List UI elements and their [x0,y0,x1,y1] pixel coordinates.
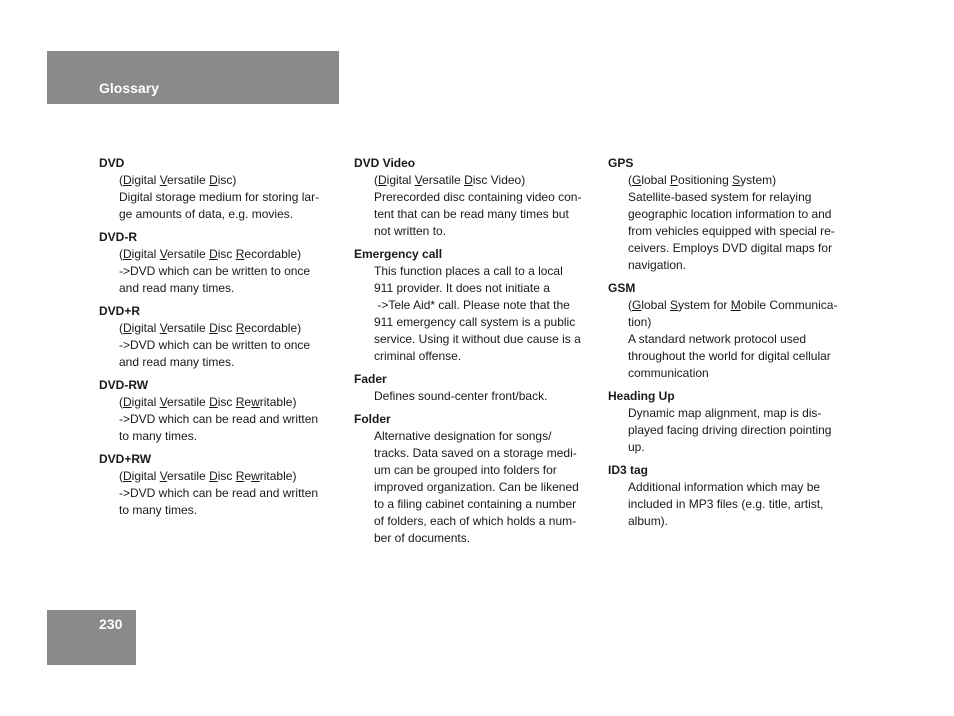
abbreviation-letter: R [235,321,245,335]
glossary-definition-line: Digital storage medium for storing lar- [119,190,320,204]
abbreviation-letter: M [730,298,741,312]
glossary-definition-line: communication [628,366,709,380]
glossary-definition-line: included in MP3 files (e.g. title, artist, [628,497,824,511]
abbreviation-letter: V [159,395,168,409]
abbreviation-text: isc) [217,173,237,187]
glossary-entry [608,388,853,456]
glossary-entry [99,377,339,445]
abbreviation-text: igital [131,469,160,483]
abbreviation-text: ( [119,247,123,261]
abbreviation-text: ecordable) [244,321,302,335]
abbreviation-text: lobal [641,173,671,187]
abbreviation-text: ( [628,298,632,312]
glossary-definition-line: Defines sound-center front/back. [374,389,548,403]
abbreviation-letter: G [632,173,642,187]
abbreviation-letter: P [670,173,679,187]
abbreviation-text: ( [374,173,378,187]
glossary-definition-line: geographic location information to and [628,207,832,221]
glossary-abbreviation [119,172,339,189]
abbreviation-text: obile Communica- [740,298,838,312]
abbreviation-text: ersatile [167,395,210,409]
glossary-definition-line: to many times. [119,503,198,517]
glossary-definition-line: up. [628,440,645,454]
abbreviation-letter: w [251,469,260,483]
glossary-definition-line: 911 provider. It does not initiate a [374,281,550,295]
glossary-term: DVD-R [99,230,137,244]
section-header [47,51,339,104]
abbreviation-letter: D [123,173,132,187]
abbreviation-letter: R [235,469,245,483]
abbreviation-text: igital [131,321,160,335]
glossary-term: DVD-RW [99,378,149,392]
abbreviation-text: isc Video) [472,173,526,187]
abbreviation-letter: D [209,469,218,483]
glossary-definition-line: ge amounts of data, e.g. movies. [119,207,294,221]
glossary-definition-line: improved organization. Can be likened [374,480,579,494]
glossary-definition-line: throughout the world for digital cellular [628,349,831,363]
glossary-abbreviation [119,394,339,411]
glossary-term: GPS [608,156,634,170]
glossary-definition-line: played facing driving direction pointing [628,423,832,437]
abbreviation-letter: V [159,173,168,187]
glossary-definition-line: from vehicles equipped with special re- [628,224,835,238]
glossary-entry [354,246,599,365]
glossary-entry [99,451,339,519]
glossary-abbreviation [628,172,853,189]
glossary-term: DVD [99,156,125,170]
abbreviation-text: ersatile [167,469,210,483]
glossary-entry [354,411,599,547]
abbreviation-text: lobal [641,298,671,312]
glossary-definition-line: ber of documents. [374,531,471,545]
abbreviation-text: ( [628,173,632,187]
abbreviation-letter: D [209,395,218,409]
abbreviation-letter: D [123,247,132,261]
glossary-definition-line: navigation. [628,258,687,272]
glossary-term: DVD+R [99,304,141,318]
glossary-definition-line: ->DVD which can be written to once [119,264,311,278]
glossary-entry [99,303,339,371]
abbreviation-text: e [244,469,252,483]
glossary-entry [608,155,853,274]
glossary-entry [354,155,599,240]
glossary-column-2 [354,155,599,553]
glossary-definition-line: ->DVD which can be read and written [119,486,319,500]
abbreviation-text: ( [119,321,123,335]
abbreviation-letter: V [159,469,168,483]
glossary-definition-line: to a filing cabinet containing a number [374,497,577,511]
glossary-definition-line: Satellite-based system for relaying [628,190,812,204]
page-number-tab [47,610,136,665]
abbreviation-text: isc [217,247,236,261]
glossary-definition-line: of folders, each of which holds a num- [374,514,577,528]
glossary-entry [608,462,853,530]
glossary-definition-line: ->DVD which can be read and written [119,412,319,426]
abbreviation-text: igital [131,247,160,261]
abbreviation-letter: S [732,173,741,187]
abbreviation-text: ritable) [259,395,297,409]
abbreviation-letter: V [159,321,168,335]
glossary-definition-line: ceivers. Employs DVD digital maps for [628,241,833,255]
glossary-definition-line: and read many times. [119,355,235,369]
abbreviation-text: ( [119,173,123,187]
glossary-term: Folder [354,412,391,426]
glossary-definition-line: um can be grouped into folders for [374,463,557,477]
glossary-term: GSM [608,281,636,295]
abbreviation-text: ( [119,395,123,409]
glossary-definition-line: ->Tele Aid* call. Please note that the [374,298,570,312]
abbreviation-text: ( [119,469,123,483]
glossary-definition-line: tracks. Data saved on a storage medi- [374,446,577,460]
abbreviation-letter: D [123,321,132,335]
glossary-definition-line: album). [628,514,669,528]
glossary-definition-line: Alternative designation for songs/ [374,429,552,443]
abbreviation-letter: V [159,247,168,261]
abbreviation-text: ersatile [167,247,210,261]
glossary-definition-line: not written to. [374,224,447,238]
glossary-definition-line: This function places a call to a local [374,264,563,278]
glossary-term: Heading Up [608,389,675,403]
glossary-entry [99,155,339,223]
abbreviation-text: ystem) [740,173,777,187]
glossary-term: DVD Video [354,156,416,170]
abbreviation-text: isc [217,469,236,483]
abbreviation-letter: V [414,173,423,187]
abbreviation-letter: S [670,298,679,312]
glossary-definition-line: A standard network protocol used [628,332,807,346]
glossary-definition-line: service. Using it without due cause is a [374,332,581,346]
page-number: 230 [99,616,123,632]
abbreviation-text: igital [386,173,415,187]
abbreviation-text: ystem for [678,298,731,312]
glossary-definition-line: 911 emergency call system is a public [374,315,576,329]
abbreviation-text: ersatile [167,321,210,335]
abbreviation-text: isc [217,395,236,409]
abbreviation-text: igital [131,395,160,409]
abbreviation-letter: w [251,395,260,409]
glossary-term: Emergency call [354,247,443,261]
glossary-entry [354,371,599,405]
abbreviation-text: ecordable) [244,247,302,261]
glossary-entry [99,229,339,297]
abbreviation-letter: D [209,247,218,261]
glossary-abbreviation [119,320,339,337]
abbreviation-letter: D [123,469,132,483]
glossary-abbreviation [119,246,339,263]
glossary-column-1 [99,155,339,525]
glossary-definition-line: Prerecorded disc containing video con- [374,190,582,204]
glossary-definition-line: ->DVD which can be written to once [119,338,311,352]
glossary-definition-line: tion) [628,315,652,329]
glossary-column-3 [608,155,853,536]
abbreviation-letter: D [209,321,218,335]
glossary-definition-line: to many times. [119,429,198,443]
glossary-definition-line: Additional information which may be [628,480,821,494]
glossary-abbreviation [628,297,853,314]
abbreviation-text: ritable) [259,469,297,483]
glossary-abbreviation [374,172,599,189]
glossary-term: ID3 tag [608,463,649,477]
abbreviation-letter: R [235,247,245,261]
abbreviation-text: e [244,395,252,409]
abbreviation-letter: G [632,298,642,312]
abbreviation-letter: D [378,173,387,187]
glossary-term: Fader [354,372,387,386]
abbreviation-letter: D [464,173,473,187]
glossary-definition-line: criminal offense. [374,349,462,363]
abbreviation-text: igital [131,173,160,187]
glossary-definition-line: and read many times. [119,281,235,295]
abbreviation-letter: R [235,395,245,409]
abbreviation-letter: D [209,173,218,187]
section-title: Glossary [99,80,159,96]
glossary-abbreviation [119,468,339,485]
abbreviation-text: ositioning [678,173,733,187]
abbreviation-text: ersatile [167,173,210,187]
abbreviation-letter: D [123,395,132,409]
abbreviation-text: ersatile [422,173,465,187]
glossary-definition-line: tent that can be read many times but [374,207,569,221]
glossary-entry [608,280,853,382]
glossary-term: DVD+RW [99,452,152,466]
glossary-definition-line: Dynamic map alignment, map is dis- [628,406,822,420]
abbreviation-text: isc [217,321,236,335]
